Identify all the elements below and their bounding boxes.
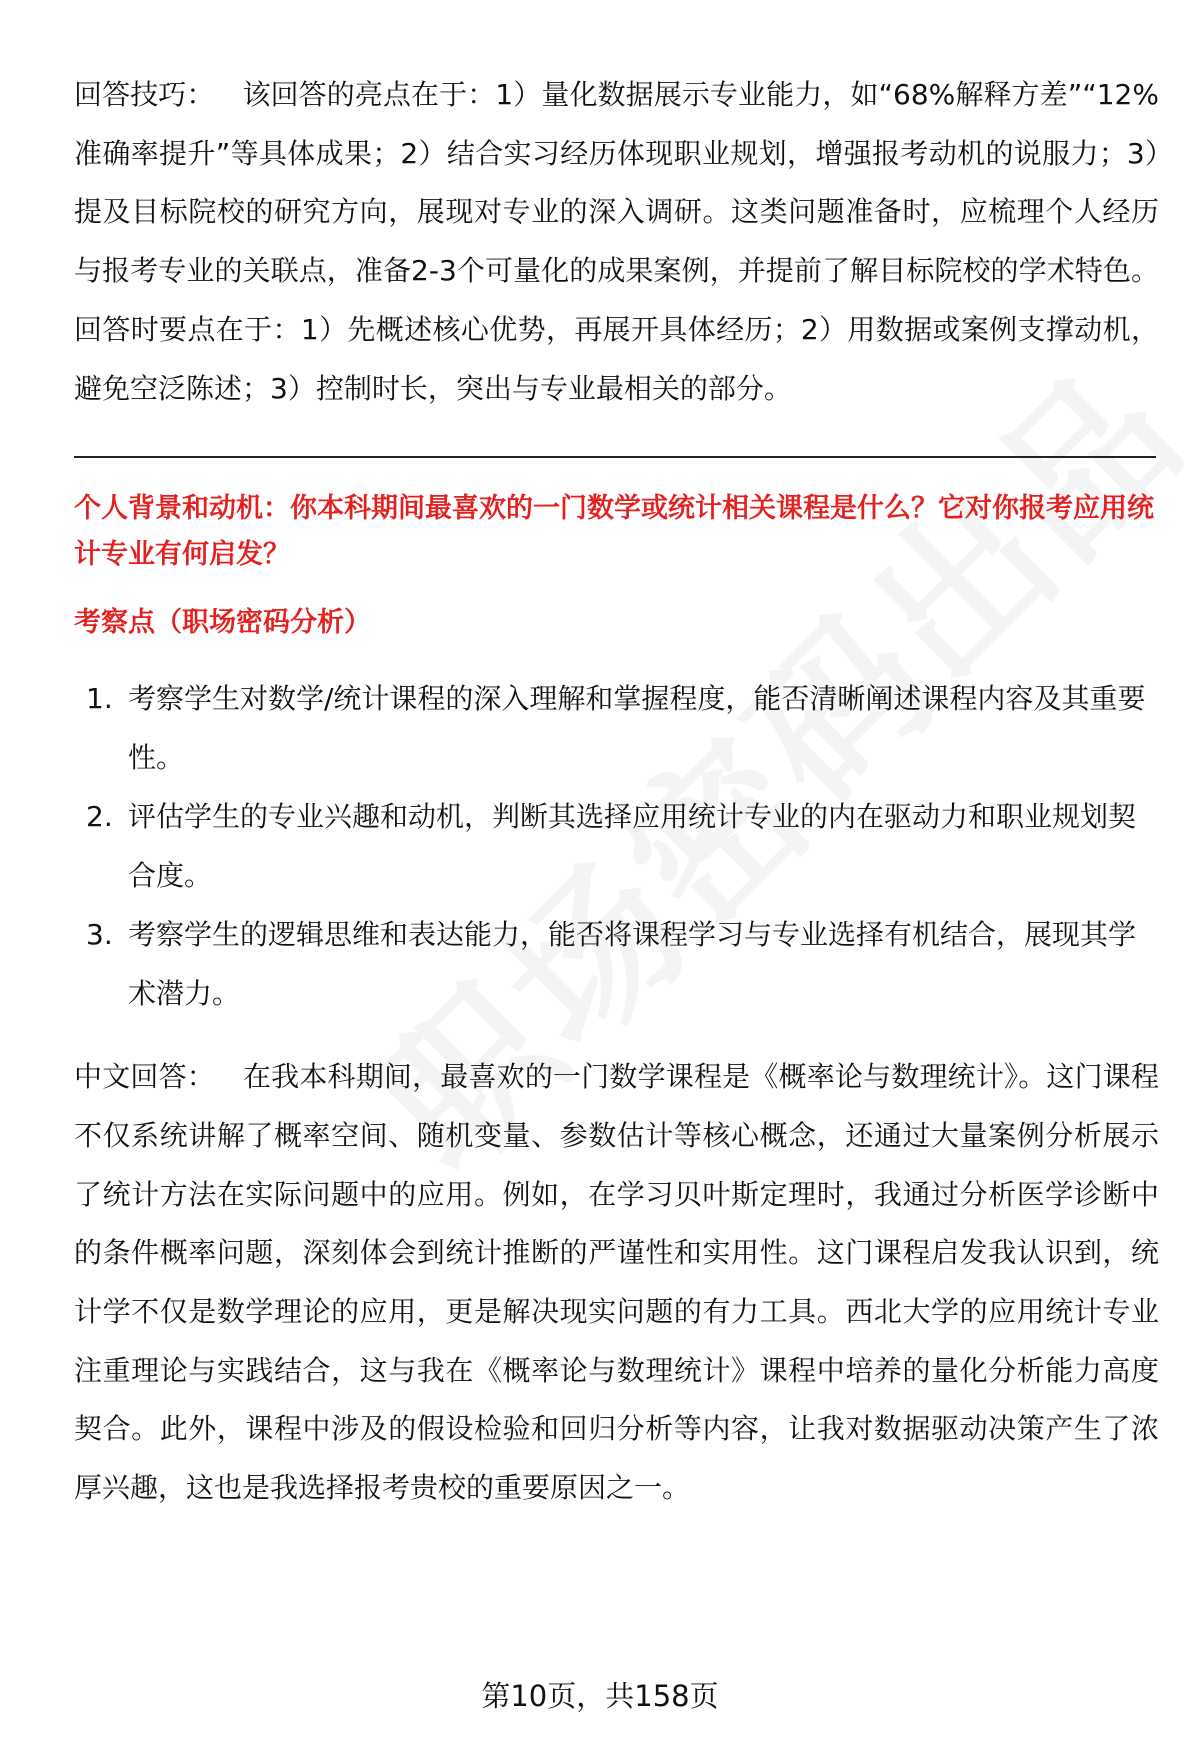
tips-text: 该回答的亮点在于：1）量化数据展示专业能力，如“68%解释方差”“12%准确率提升”等具体成果；2）结合实习经历体现职业规划，增强报考动机的说服力；3）提及目标院校的研究方向，展现对专业的深入调研。这类问题准备时，应梳理个人经历与报考专业的关联点，准备2-3个可量化的成果案例，并提前了解目标院校的学术特色。回答时要点在于：1）先概述核心优势，再展开具体经历；2）用数据或案例支撑动机，避免空泛陈述；3）控制时长，突出与专业最相关的部分。 — [74, 78, 1159, 405]
tips-label: 回答技巧： — [74, 78, 215, 111]
question-heading: 个人背景和动机：你本科期间最喜欢的一门数学或统计相关课程是什么？它对你报考应用统计专业有何启发？ — [74, 493, 1154, 571]
assessment-heading: 考察点（职场密码分析） — [74, 607, 371, 639]
answer-text: 在我本科期间，最喜欢的一门数学课程是《概率论与数理统计》。这门课程不仅系统讲解了概率空间、随机变量、参数估计等核心概念，还通过大量案例分析展示了统计方法在实际问题中的应用。例如，在学习贝叶斯定理时，我通过分析医学诊断中的条件概率问题，深刻体会到统计推断的严谨性和实用性。这门课程启发我认识到，统计学不仅是数学理论的应用，更是解决现实问题的有力工具。西北大学的应用统计专业注重理论与实践结合，这与我在《概率论与数理统计》课程中培养的量化分析能力高度契合。此外，课程中涉及的假设检验和回归分析等内容，让我对数据驱动决策产生了浓厚兴趣，这也是我选择报考贵校的重要原因之一。 — [74, 1060, 1159, 1505]
tips-paragraph — [74, 66, 1159, 418]
answer-paragraph — [74, 1048, 1159, 1518]
page-content — [74, 66, 1159, 1518]
list-item — [74, 905, 1159, 1023]
list-item-text: 考察学生对数学/统计课程的深入理解和掌握程度，能否清晰阐述课程内容及其重要性。 — [128, 682, 1146, 775]
list-item-text: 评估学生的专业兴趣和动机，判断其选择应用统计专业的内在驱动力和职业规划契合度。 — [128, 800, 1137, 893]
list-item — [74, 787, 1159, 905]
answer-label: 中文回答： — [74, 1060, 215, 1094]
list-item-number: 1. — [86, 682, 113, 716]
list-item-text: 考察学生的逻辑思维和表达能力，能否将课程学习与专业选择有机结合，展现其学术潜力。 — [128, 918, 1137, 1011]
list-item — [74, 669, 1159, 787]
page-number: 第10页，共158页 — [481, 1679, 719, 1713]
section-divider — [74, 456, 1156, 458]
list-item-number: 3. — [86, 918, 113, 952]
list-item-number: 2. — [86, 800, 113, 834]
assessment-list — [74, 669, 1159, 1023]
